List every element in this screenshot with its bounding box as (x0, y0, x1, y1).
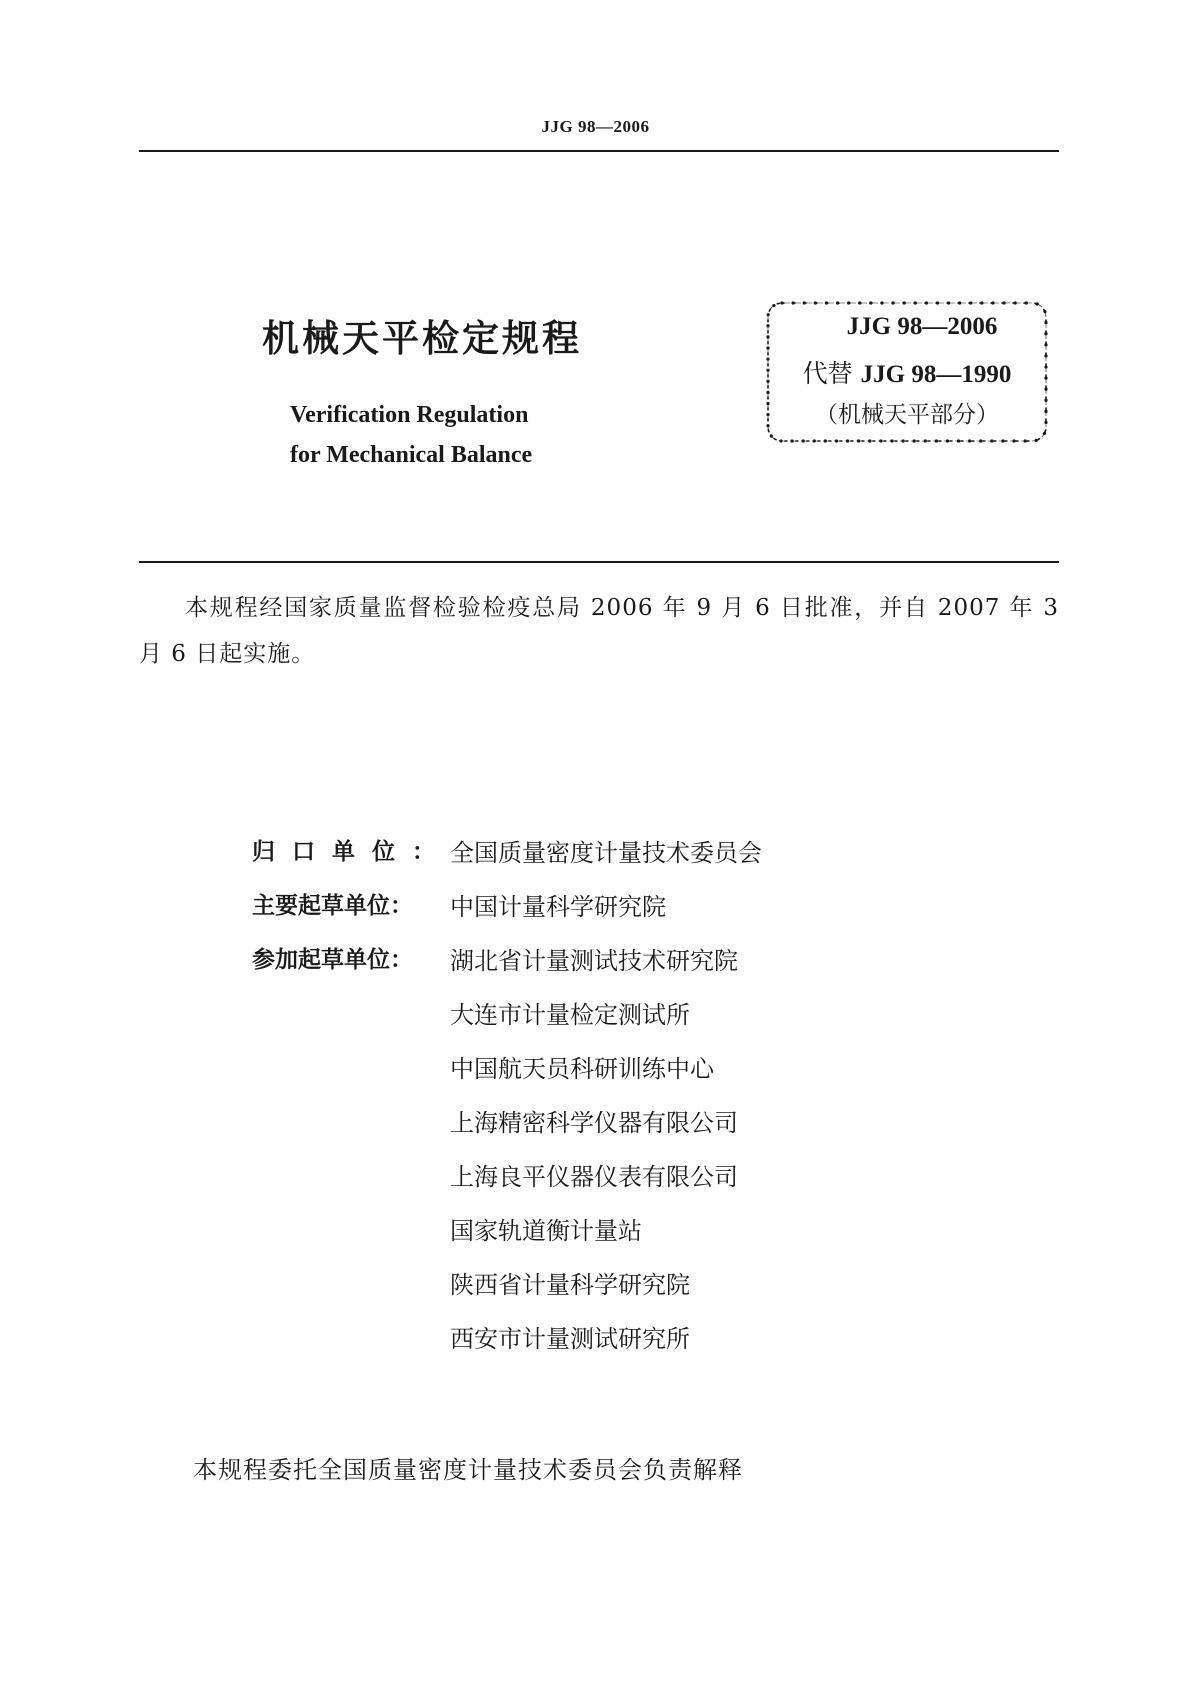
participating-unit-1: 湖北省计量测试技术研究院 (450, 947, 738, 975)
regulation-code-box (764, 299, 1050, 445)
replaces-prefix: 代替 (802, 359, 853, 388)
participating-unit-8: 西安市计量测试研究所 (450, 1325, 690, 1353)
regulation-code: JJG 98—2006 (846, 313, 998, 340)
approval-statement: 本规程经国家质量监督检验检疫总局 2006 年 9 月 6 日批准，并自 2007 年 3 月 6 日起实施。 (139, 595, 1059, 667)
interpretation-statement: 本规程委托全国质量密度计量技术委员会负责解释 (193, 1456, 743, 1484)
responsible-unit-value: 全国质量密度计量技术委员会 (450, 839, 762, 867)
title-en-line-2: for Mechanical Balance (290, 442, 533, 468)
participating-unit-3: 中国航天员科研训练中心 (450, 1055, 714, 1083)
participating-unit-label: 参加起草单位： (252, 947, 413, 973)
document-title-cn: 机械天平检定规程 (262, 317, 582, 360)
title-en-line-1: Verification Regulation (290, 402, 529, 428)
participating-unit-2: 大连市计量检定测试所 (450, 1001, 690, 1029)
replaced-code: JJG 98—1990 (860, 361, 1012, 388)
participating-unit-5: 上海良平仪器仪表有限公司 (450, 1163, 738, 1191)
section-rule (139, 561, 1059, 563)
responsible-unit-label: 归口单位： (252, 839, 452, 865)
participating-unit-7: 陕西省计量科学研究院 (450, 1271, 690, 1299)
page-header-code: JJG 98—2006 (541, 117, 650, 136)
header-rule (139, 150, 1059, 152)
participating-unit-6: 国家轨道衡计量站 (450, 1217, 642, 1245)
participating-unit-4: 上海精密科学仪器有限公司 (450, 1109, 738, 1137)
replaced-scope: （机械天平部分） (815, 402, 999, 428)
replaces-line (764, 354, 1050, 390)
main-drafting-unit-value: 中国计量科学研究院 (450, 893, 666, 921)
main-drafting-unit-label: 主要起草单位： (252, 893, 413, 919)
document-title-en (290, 395, 532, 475)
